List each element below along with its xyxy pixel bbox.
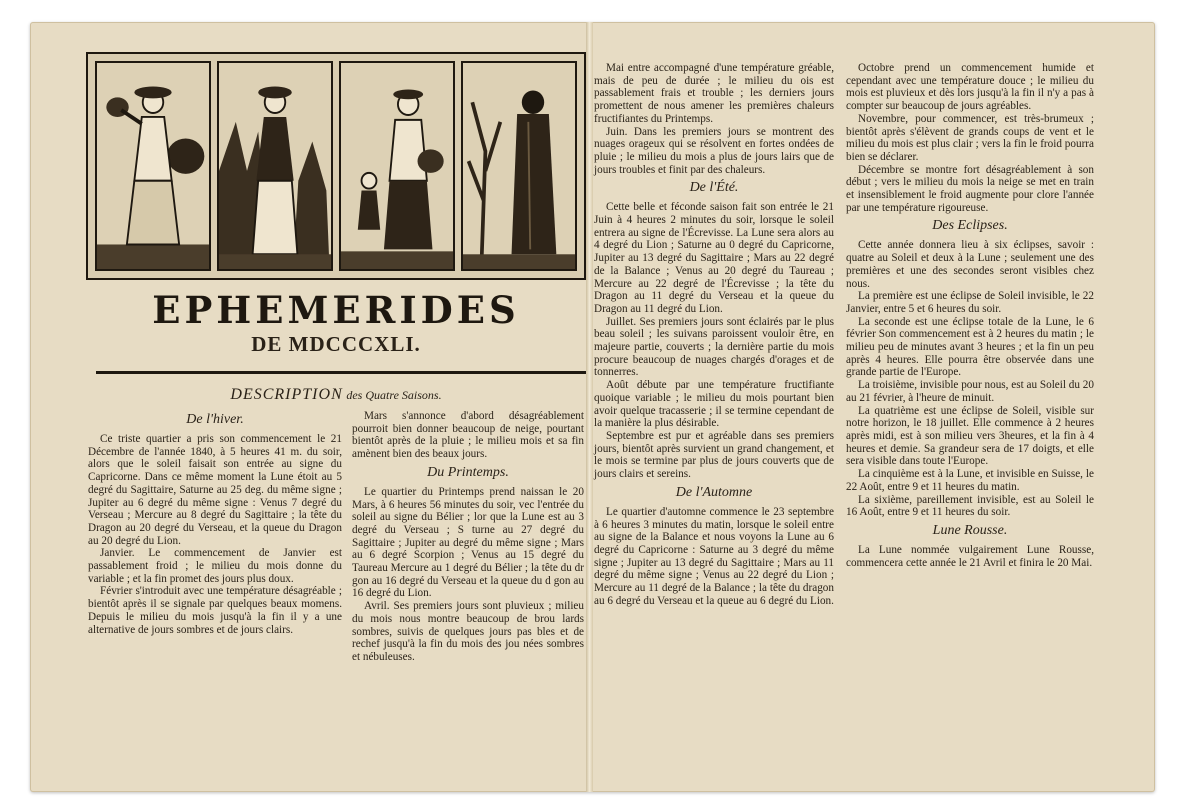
spring-figure-panel	[95, 61, 211, 271]
document-title: EPHEMERIDES	[152, 288, 520, 332]
column-winter	[88, 408, 342, 636]
paragraph: Novembre, pour commencer, est très-brumeux ; bientôt après s'élèvent de grands coups de vent et le milieu du mois est plus clair ; vers la fin le froid pourra bien se déclarer.	[846, 112, 1094, 163]
autumn-figures-illustration	[341, 63, 453, 269]
paragraph: La troisième, invisible pour nous, est au Soleil du 20 au 21 février, à l'heure de minuit.	[846, 379, 1094, 404]
paragraph: Cette année donnera lieu à six éclipses, savoir : quatre au Soleil et deux à la Lune ; seulement une des premières et une des secondes seront visibles chez nous.	[846, 239, 1094, 290]
paragraph: La sixième, pareillement invisible, est au Soleil le 16 Août, entre 9 et 11 heures du soir.	[846, 493, 1094, 519]
paragraph: Cette belle et féconde saison fait son entrée le 21 Juin à 4 heures 2 minutes du soir, lorsque le soleil entrera au signe de l'Écrevisse. La Lune sera alors au 4 degré du Lion ; Saturne au 0 degré du Capricorne, Jupiter au 13 degré du Sagittaire ; Mars au 22 degré de la Balance ; Venus au 20 degré du Taureau ; Mercure au 22 degré de l'Écrevisse ; la tête du Dragon au 11 degré du Verseau et la queue du Dragon au 11 degré du Lion.	[594, 201, 834, 315]
paragraph: Octobre prend un commencement humide et cependant avec une température douce ; le milieu du mois est pluvieux et dès lors jusqu'à la fin il n'y a pas à compter sur beaucoup de jours agréables.	[846, 62, 1094, 113]
document-subtitle: DE MDCCCXLI.	[251, 332, 421, 356]
section-heading-winter: De l'hiver.	[186, 412, 244, 427]
paragraph: Août débute par une température fructifiante quoique variable ; le milieu du mois pourtant bien avoir quelque tracasserie ; il se termine cependant de la manière la plus désirable.	[594, 379, 834, 430]
column-summer-autumn	[594, 62, 834, 607]
paragraph: Mai entre accompagné d'une température gréable, mais de peu de durée ; le milieu du ois est passablement frais et trouble ; les derniers jours promettent de nous amener les premières chaleurs fructifiantes du Printemps.	[594, 62, 834, 125]
winter-figure-panel	[461, 61, 577, 271]
paragraph: Mars s'annonce d'abord désagréablement pourroit bien donner beaucoup de neige, pourtant bientôt après de la pluie ; le milieu mois et sa fin amènent bien des beaux jours.	[352, 410, 584, 461]
section-heading-autumn: De l'Automne	[675, 484, 753, 500]
seasons-woodcut	[86, 52, 586, 280]
column-spring	[352, 410, 584, 664]
description-subtitle: des Quatre Saisons.	[346, 388, 442, 402]
paragraph: Juillet. Ses premiers jours sont éclairés par le plus beau soleil ; les suivans paroissent vouloir être, en majeure partie, couverts ; la dernière partie du mois procure beaucoup de nuages chargés d'orages et de tonnerres.	[594, 315, 834, 379]
paragraph: La seconde est une éclipse totale de la Lune, le 6 février Son commencement est à 2 heures du matin ; le milieu peu de minutes avant 3 heures ; et la fin un peu après 4 heures. Elle pourra être observée dans une grande partie de l'Europe.	[846, 315, 1094, 379]
paragraph: Avril. Ses premiers jours sont pluvieux ; milieu du mois nous montre beaucoup de brou lards sombres, suivis de quelques jours pas bles et de rechef jusqu'à la fin du mois des jou nées sombres et nébuleuses.	[352, 600, 584, 663]
paragraph: Le quartier d'automne commence le 23 septembre à 6 heures 3 minutes du matin, lorsque le soleil entre au signe de la Balance et nous voyons la Lune au 6 degré du Capricorne : Saturne au 3 degré du même signe ; Jupiter au 13 degré du Sagittaire ; Mars au 11 degré du même signe ; Venus au 22 degré du Lion ; Mercure au 11 degré de la Balance ; la tête du dragon au 6 degré du Verseau et la queue au 6 degré du Lion.	[594, 505, 834, 607]
paragraph: Septembre est pur et agréable dans ses premiers jours, bientôt après survient un grand changement, et le mois se termine par plus de jours couverts que de jours clairs et sereins.	[594, 429, 834, 481]
winter-figure-illustration	[463, 63, 575, 269]
paragraph: La première est une éclipse de Soleil invisible, le 22 Janvier, entre 5 et 6 heures du soir.	[846, 290, 1094, 315]
paragraph: Juin. Dans les premiers jours se montrent des nuages orageux qui se résolvent en fortes ondées de pluie ; le milieu du mois a plus de jours lairs que de jours troubles et finit par des chaleurs.	[594, 125, 834, 176]
column-eclipses	[846, 62, 1094, 569]
paragraph: Le quartier du Printemps prend naissan le 20 Mars, à 6 heures 56 minutes du soir, vec l'entrée du soleil au signe du Bélier ; lor que la Lune est au 3 degré du Verseau ; S turne au 27 degré du Sagittaire ; Jupiter au degré du même signe ; Mars au 6 degré Scorpion ; Venus au 15 degré du Taureau Mercure au 1 degré du Bélier ; la tête du dr gon au 16 degré du Verseau et la queue du d gon au 16 degré du Lion.	[352, 485, 584, 600]
section-heading-lune-rousse: Lune Rousse.	[932, 522, 1008, 538]
description-title: DESCRIPTION	[230, 386, 343, 403]
description-heading	[96, 386, 576, 404]
paragraph: La cinquième est à la Lune, et invisible en Suisse, le 22 Août, entre 9 et 11 heures du matin.	[846, 468, 1094, 493]
paragraph: La quatrième est une éclipse de Soleil, visible sur notre horizon, le 18 juillet. Elle commence à 2 heures après midi, est à son milieu vers 3heures, et la fin à 4 heures et demie. Sa grandeur sera de 17 doigts, et elle sera visible dans toute l'Europe.	[846, 404, 1094, 468]
paragraph: La Lune nommée vulgairement Lune Rousse, commencera cette année le 21 Avril et finira le 20 Mai.	[846, 543, 1094, 569]
section-heading-eclipses: Des Eclipses.	[932, 218, 1008, 234]
title-rule	[96, 371, 586, 374]
page-fold	[586, 22, 593, 792]
paragraph: Janvier. Le commencement de Janvier est passablement froid ; le milieu du mois donne du variable ; et la fin promet des jours plus doux.	[88, 547, 342, 585]
paragraph: Février s'introduit avec une température désagréable ; bientôt après il se signale par quelques beaux momens. Depuis le milieu du mois jusqu'à la fin il y a une alternative de jours sombres et de jours clairs.	[88, 585, 342, 636]
paragraph: Décembre se montre fort désagréablement à son début ; vers le milieu du mois la neige se met en train et insensiblement le froid augmente pour clore l'année par une température rigoureuse.	[846, 163, 1094, 214]
paragraph: Ce triste quartier a pris son commencement le 21 Décembre de l'année 1840, à 5 heures 41 m. du soir, alors que le soleil faisait son entrée au signe du Capricorne. Dans ce même moment la Lune étoit au 5 degré du Sagittaire, Saturne au 25 deg. du même signe ; Jupiter au 6 degré du même signe : Venus 7 degré du Verseau ; Mercure au 8 degré du Sagittaire ; la tête du Dragon au 20 degré du Verseau, et la queue du Dragon au 20 degré du Lion.	[88, 433, 342, 547]
section-heading-spring: Du Printemps.	[427, 464, 509, 480]
section-heading-summer: De l'Été.	[689, 180, 739, 196]
summer-figure-illustration	[219, 63, 331, 269]
summer-figure-panel	[217, 61, 333, 271]
spring-figure-illustration	[97, 63, 209, 269]
autumn-figures-panel	[339, 61, 455, 271]
